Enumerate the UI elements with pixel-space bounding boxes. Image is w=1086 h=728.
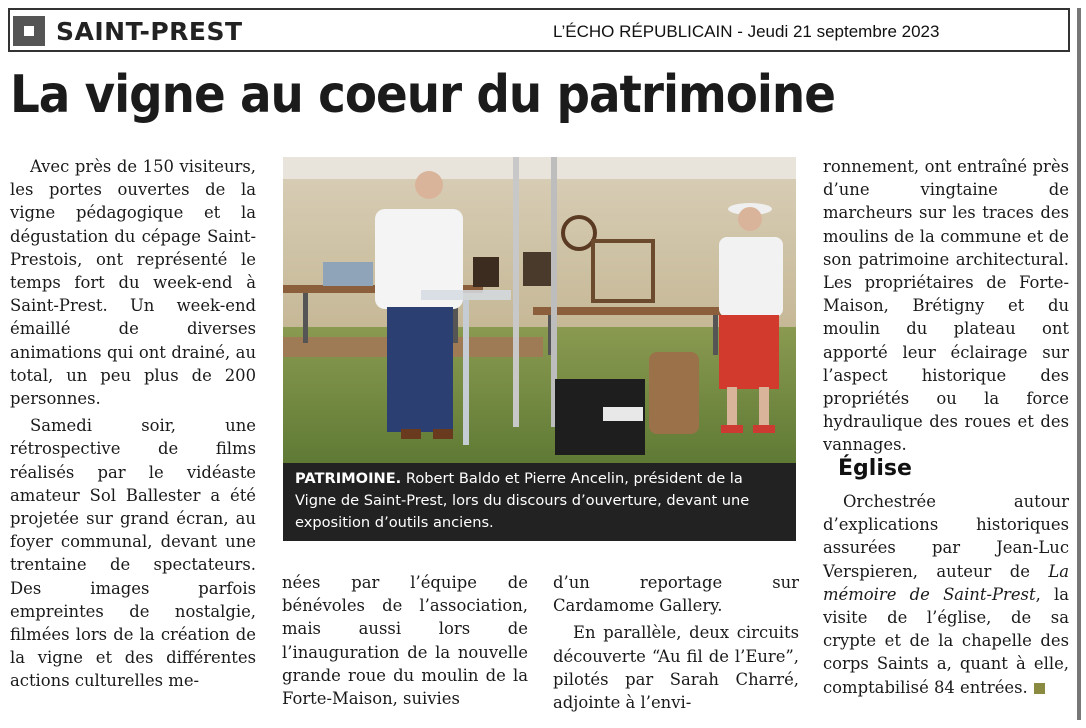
- newspaper-date-line: L’ÉCHO RÉPUBLICAIN - Jeudi 21 septembre 2023: [553, 22, 940, 41]
- paragraph-1: Avec près de 150 visiteurs, les portes ouvertes de la vigne pédagogique et la dégustation du cépage Saint-Prestois, ont représenté le temps fort du week-end à Saint-Prest. Un week-end émaillé de diverses animations qui ont drainé, au total, un peu plus de 200 personnes.: [10, 157, 256, 409]
- paragraph-7-part-b: , la visite de l’église, de sa crypte et de la chapelle des corps Saints a, quant à elle, comptabilisé 84 entrées.: [823, 584, 1070, 697]
- article-column-2: [282, 571, 528, 710]
- article-column-3: [553, 571, 799, 714]
- section-square-icon: [13, 16, 45, 46]
- photo-caption: [283, 463, 796, 541]
- caption-label: PATRIMOINE.: [295, 470, 402, 487]
- paragraph-6: ronnement, ont entraîné près d’une vingtaine de marcheurs sur les traces des moulins de la commune et de son patrimoine architectural. Les propriétaires de Forte-Maison, Brétigny et du moulin du plateau ont apporté leur éclairage sur l’aspect historique des propriétés ou la force hydraulique des roues et des vannages.: [823, 157, 1069, 455]
- article-photo: [283, 157, 796, 463]
- right-page-edge: [1077, 8, 1081, 720]
- paragraph-5: En parallèle, deux circuits découverte “Au fil de l’Eure”, pilotés par Sarah Charré, adjointe à l’envi-: [553, 623, 799, 713]
- end-of-article-mark: [1034, 683, 1045, 694]
- paragraph-7: [823, 490, 1069, 699]
- caption-text: Robert Baldo et Pierre Ancelin, président de la Vigne de Saint-Prest, lors du discours d’ouverture, devant une exposition d’outils anciens.: [295, 470, 750, 531]
- paragraph-7-part-a: Orchestrée autour d’explications historiques assurées par Jean-Luc Verspieren, auteur de: [823, 492, 1069, 581]
- section-subhead: Église: [838, 456, 912, 481]
- article-headline: La vigne au coeur du patrimoine: [10, 65, 835, 125]
- article-column-4: [823, 155, 1069, 457]
- article-column-1: [10, 155, 256, 693]
- paragraph-2: Samedi soir, une rétrospective de films réalisés par le vidéaste amateur Sol Ballester a été projetée sur grand écran, au foyer communal, devant une trentaine de spectateurs. Des images parfois empreintes de nostalgie, filmées lors de la création de la vigne et des différentes actions culturelles me-: [10, 416, 256, 691]
- article-column-4-lower: [823, 490, 1069, 699]
- book-title: La mémoire de Saint-Prest: [823, 561, 1069, 604]
- section-label: SAINT-PREST: [56, 17, 243, 46]
- paragraph-4: d’un reportage sur Cardamome Gallery.: [553, 573, 799, 616]
- paragraph-3: nées par l’équipe de bénévoles de l’association, mais aussi lors de l’inauguration de la nouvelle grande roue du moulin de la Forte-Maison, suivies: [282, 573, 528, 709]
